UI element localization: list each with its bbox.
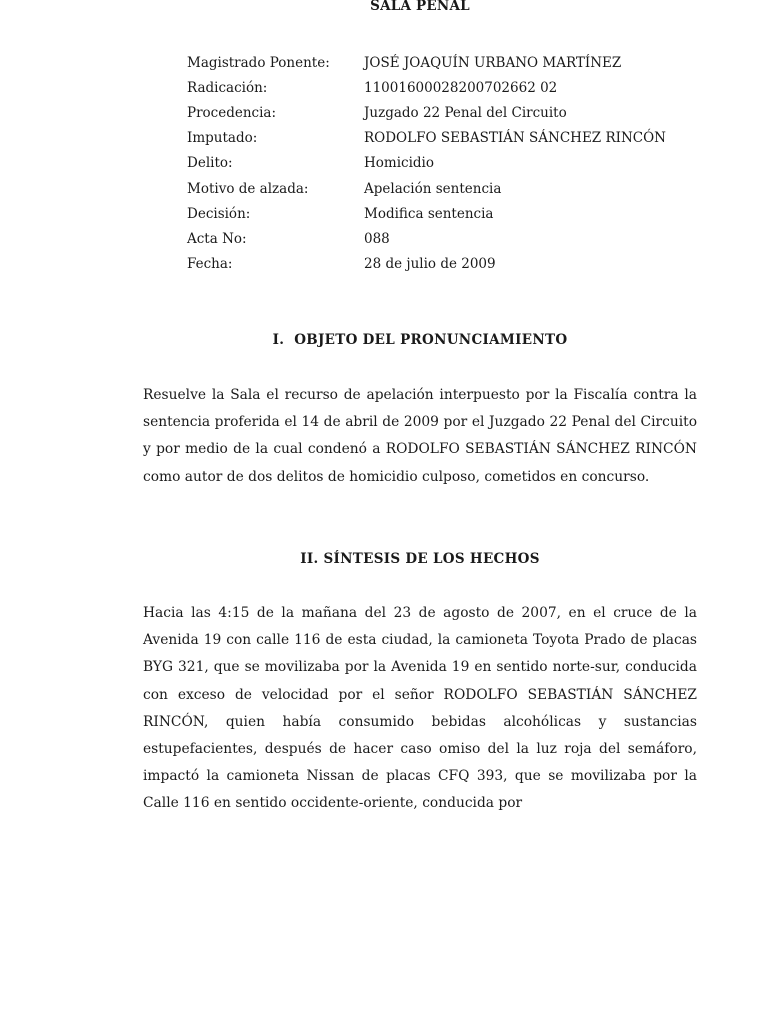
- court-title: SALA PENAL: [370, 0, 470, 14]
- metadata-label: Acta No:: [187, 230, 247, 247]
- section-heading-objeto: I. OBJETO DEL PRONUNCIAMIENTO: [272, 332, 568, 348]
- metadata-label: Motivo de alzada:: [187, 180, 309, 197]
- metadata-row-motivo: [187, 176, 666, 201]
- metadata-value: Juzgado 22 Penal del Circuito: [364, 104, 567, 121]
- metadata-label: Procedencia:: [187, 104, 277, 121]
- metadata-row-fecha: [187, 252, 666, 277]
- metadata-value: RODOLFO SEBASTIÁN SÁNCHEZ RINCÓN: [364, 130, 666, 147]
- metadata-value: 11001600028200702662 02: [364, 79, 558, 96]
- metadata-label: Fecha:: [187, 256, 233, 273]
- metadata-label: Decisión:: [187, 205, 251, 222]
- section-heading-hechos: II. SÍNTESIS DE LOS HECHOS: [300, 551, 540, 567]
- metadata-value: JOSÉ JOAQUÍN URBANO MARTÍNEZ: [364, 54, 622, 71]
- metadata-value: Homicidio: [364, 155, 434, 172]
- metadata-row-acta: [187, 226, 666, 251]
- metadata-row-delito: [187, 151, 666, 176]
- metadata-row-magistrado: [187, 50, 666, 75]
- metadata-value: 28 de julio de 2009: [364, 256, 496, 273]
- metadata-value: Apelación sentencia: [364, 180, 502, 197]
- case-metadata-table: [187, 50, 666, 277]
- metadata-label: Imputado:: [187, 130, 258, 147]
- metadata-row-decision: [187, 201, 666, 226]
- metadata-row-procedencia: [187, 100, 666, 125]
- section-body-objeto: Resuelve la Sala el recurso de apelación interpuesto por la Fiscalía contra la sentencia proferida el 14 de abril de 2009 por el Juzgado 22 Penal del Circuito y por medio de la cual condenó a RODOLFO SEBASTIÁN SÁNCHEZ RINCÓN como autor de dos delitos de homicidio culposo, cometidos en concurso.: [143, 387, 697, 485]
- metadata-value: 088: [364, 230, 390, 247]
- section-body-hechos: Hacia las 4:15 de la mañana del 23 de agosto de 2007, en el cruce de la Avenida 19 con calle 116 de esta ciudad, la camioneta Toyota Prado de placas BYG 321, que se movilizaba por la Avenida 19 en sentido norte-sur, conducida con exceso de velocidad por el señor RODOLFO SEBASTIÁN SÁNCHEZ RINCÓN, quien había consumido bebidas alcohólicas y sustancias estupefacientes, después de hacer caso omiso del la luz roja del semáforo, impactó la camioneta Nissan de placas CFQ 393, que se movilizaba por la Calle 116 en sentido occidente-oriente, conducida por: [143, 605, 697, 812]
- metadata-value: Modifica sentencia: [364, 205, 494, 222]
- metadata-label: Delito:: [187, 155, 233, 172]
- metadata-row-imputado: [187, 126, 666, 151]
- metadata-label: Radicación:: [187, 79, 268, 96]
- metadata-label: Magistrado Ponente:: [187, 54, 330, 71]
- metadata-row-radicacion: [187, 75, 666, 100]
